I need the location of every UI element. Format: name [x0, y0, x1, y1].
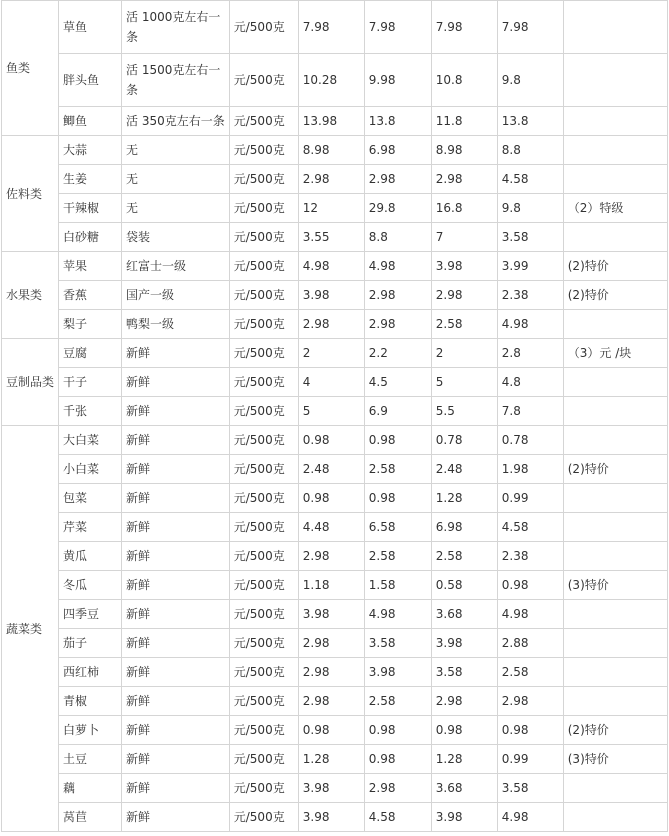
price-2-cell: 0.98 — [364, 716, 431, 745]
unit-cell: 元/500克 — [229, 194, 298, 223]
table-row — [2, 484, 668, 513]
table-row — [2, 1, 668, 54]
price-2-cell: 4.98 — [364, 600, 431, 629]
price-3-cell: 3.98 — [431, 252, 497, 281]
note-cell — [563, 397, 667, 426]
unit-cell: 元/500克 — [229, 571, 298, 600]
price-2-cell: 2.58 — [364, 687, 431, 716]
item-name-cell: 大白菜 — [59, 426, 122, 455]
spec-cell: 活 1500克左右一条 — [122, 54, 230, 107]
table-row — [2, 252, 668, 281]
note-cell — [563, 803, 667, 832]
note-cell — [563, 687, 667, 716]
price-4-cell: 8.8 — [497, 136, 563, 165]
price-4-cell: 13.8 — [497, 107, 563, 136]
price-2-cell: 1.58 — [364, 571, 431, 600]
spec-cell: 新鲜 — [122, 513, 230, 542]
price-2-cell: 9.98 — [364, 54, 431, 107]
price-2-cell: 0.98 — [364, 745, 431, 774]
spec-cell: 活 350克左右一条 — [122, 107, 230, 136]
price-2-cell: 4.58 — [364, 803, 431, 832]
note-cell — [563, 513, 667, 542]
price-1-cell: 2 — [298, 339, 364, 368]
price-4-cell: 0.99 — [497, 745, 563, 774]
price-4-cell: 4.58 — [497, 513, 563, 542]
table-row — [2, 513, 668, 542]
price-3-cell: 0.98 — [431, 716, 497, 745]
spec-cell: 新鲜 — [122, 600, 230, 629]
price-3-cell: 16.8 — [431, 194, 497, 223]
price-2-cell: 2.58 — [364, 542, 431, 571]
price-4-cell: 2.88 — [497, 629, 563, 658]
table-row — [2, 136, 668, 165]
table-row — [2, 716, 668, 745]
price-2-cell: 29.8 — [364, 194, 431, 223]
table-row — [2, 223, 668, 252]
item-name-cell: 冬瓜 — [59, 571, 122, 600]
price-1-cell: 2.98 — [298, 658, 364, 687]
price-4-cell: 4.8 — [497, 368, 563, 397]
note-cell: (2)特价 — [563, 252, 667, 281]
note-cell — [563, 310, 667, 339]
spec-cell: 鸭梨一级 — [122, 310, 230, 339]
price-4-cell: 0.98 — [497, 571, 563, 600]
spec-cell: 无 — [122, 165, 230, 194]
note-cell — [563, 165, 667, 194]
price-3-cell: 1.28 — [431, 745, 497, 774]
price-2-cell: 6.58 — [364, 513, 431, 542]
unit-cell: 元/500克 — [229, 774, 298, 803]
price-1-cell: 0.98 — [298, 484, 364, 513]
price-3-cell: 2.48 — [431, 455, 497, 484]
price-2-cell: 3.58 — [364, 629, 431, 658]
item-name-cell: 小白菜 — [59, 455, 122, 484]
table-row — [2, 542, 668, 571]
note-cell: (2)特价 — [563, 281, 667, 310]
price-4-cell: 1.98 — [497, 455, 563, 484]
price-3-cell: 0.58 — [431, 571, 497, 600]
table-row — [2, 281, 668, 310]
price-1-cell: 5 — [298, 397, 364, 426]
unit-cell: 元/500克 — [229, 368, 298, 397]
item-name-cell: 西红柿 — [59, 658, 122, 687]
category-cell: 水果类 — [2, 252, 59, 339]
spec-cell: 新鲜 — [122, 397, 230, 426]
price-3-cell: 2.98 — [431, 687, 497, 716]
price-1-cell: 2.98 — [298, 542, 364, 571]
note-cell: （2）特级 — [563, 194, 667, 223]
price-1-cell: 0.98 — [298, 426, 364, 455]
table-row — [2, 745, 668, 774]
price-4-cell: 7.8 — [497, 397, 563, 426]
unit-cell: 元/500克 — [229, 687, 298, 716]
table-row — [2, 339, 668, 368]
unit-cell: 元/500克 — [229, 252, 298, 281]
price-3-cell: 5 — [431, 368, 497, 397]
price-1-cell: 12 — [298, 194, 364, 223]
unit-cell: 元/500克 — [229, 107, 298, 136]
note-cell: (2)特价 — [563, 716, 667, 745]
price-3-cell: 0.78 — [431, 426, 497, 455]
price-1-cell: 4.98 — [298, 252, 364, 281]
price-3-cell: 8.98 — [431, 136, 497, 165]
unit-cell: 元/500克 — [229, 455, 298, 484]
price-4-cell: 9.8 — [497, 194, 563, 223]
unit-cell: 元/500克 — [229, 745, 298, 774]
price-4-cell: 0.99 — [497, 484, 563, 513]
note-cell — [563, 542, 667, 571]
note-cell — [563, 1, 667, 54]
price-4-cell: 2.38 — [497, 542, 563, 571]
item-name-cell: 包菜 — [59, 484, 122, 513]
spec-cell: 活 1000克左右一条 — [122, 1, 230, 54]
spec-cell: 新鲜 — [122, 716, 230, 745]
table-row — [2, 774, 668, 803]
spec-cell: 新鲜 — [122, 774, 230, 803]
category-cell: 鱼类 — [2, 1, 59, 136]
price-1-cell: 1.28 — [298, 745, 364, 774]
price-2-cell: 0.98 — [364, 426, 431, 455]
unit-cell: 元/500克 — [229, 54, 298, 107]
price-2-cell: 2.98 — [364, 281, 431, 310]
item-name-cell: 大蒜 — [59, 136, 122, 165]
price-2-cell: 2.58 — [364, 455, 431, 484]
price-3-cell: 10.8 — [431, 54, 497, 107]
spec-cell: 无 — [122, 194, 230, 223]
price-3-cell: 1.28 — [431, 484, 497, 513]
table-row — [2, 165, 668, 194]
item-name-cell: 芹菜 — [59, 513, 122, 542]
table-row — [2, 658, 668, 687]
unit-cell: 元/500克 — [229, 310, 298, 339]
price-2-cell: 2.98 — [364, 165, 431, 194]
price-4-cell: 7.98 — [497, 1, 563, 54]
item-name-cell: 白砂糖 — [59, 223, 122, 252]
table-row — [2, 54, 668, 107]
price-1-cell: 10.28 — [298, 54, 364, 107]
price-1-cell: 3.98 — [298, 281, 364, 310]
price-2-cell: 13.8 — [364, 107, 431, 136]
table-row — [2, 397, 668, 426]
note-cell — [563, 107, 667, 136]
table-row — [2, 455, 668, 484]
unit-cell: 元/500克 — [229, 542, 298, 571]
price-4-cell: 2.58 — [497, 658, 563, 687]
price-1-cell: 2.98 — [298, 310, 364, 339]
price-2-cell: 4.98 — [364, 252, 431, 281]
unit-cell: 元/500克 — [229, 629, 298, 658]
price-3-cell: 2 — [431, 339, 497, 368]
price-3-cell: 2.58 — [431, 310, 497, 339]
price-1-cell: 2.98 — [298, 629, 364, 658]
note-cell: (3)特价 — [563, 571, 667, 600]
spec-cell: 新鲜 — [122, 455, 230, 484]
category-cell: 豆制品类 — [2, 339, 59, 426]
item-name-cell: 藕 — [59, 774, 122, 803]
table-row — [2, 571, 668, 600]
price-3-cell: 2.98 — [431, 281, 497, 310]
unit-cell: 元/500克 — [229, 513, 298, 542]
unit-cell: 元/500克 — [229, 339, 298, 368]
table-row — [2, 629, 668, 658]
unit-cell: 元/500克 — [229, 223, 298, 252]
item-name-cell: 四季豆 — [59, 600, 122, 629]
price-1-cell: 3.98 — [298, 600, 364, 629]
price-3-cell: 6.98 — [431, 513, 497, 542]
note-cell — [563, 484, 667, 513]
note-cell — [563, 600, 667, 629]
item-name-cell: 豆腐 — [59, 339, 122, 368]
note-cell — [563, 136, 667, 165]
unit-cell: 元/500克 — [229, 484, 298, 513]
price-1-cell: 3.98 — [298, 774, 364, 803]
price-1-cell: 8.98 — [298, 136, 364, 165]
item-name-cell: 青椒 — [59, 687, 122, 716]
unit-cell: 元/500克 — [229, 165, 298, 194]
unit-cell: 元/500克 — [229, 1, 298, 54]
price-4-cell: 0.98 — [497, 716, 563, 745]
unit-cell: 元/500克 — [229, 426, 298, 455]
price-1-cell: 7.98 — [298, 1, 364, 54]
price-table — [1, 0, 668, 832]
spec-cell: 国产一级 — [122, 281, 230, 310]
table-row — [2, 803, 668, 832]
price-2-cell: 2.98 — [364, 310, 431, 339]
unit-cell: 元/500克 — [229, 658, 298, 687]
price-1-cell: 3.98 — [298, 803, 364, 832]
note-cell: (3)特价 — [563, 745, 667, 774]
price-1-cell: 0.98 — [298, 716, 364, 745]
table-row — [2, 687, 668, 716]
price-3-cell: 5.5 — [431, 397, 497, 426]
spec-cell: 新鲜 — [122, 687, 230, 716]
item-name-cell: 苹果 — [59, 252, 122, 281]
price-4-cell: 4.98 — [497, 310, 563, 339]
price-4-cell: 2.38 — [497, 281, 563, 310]
price-1-cell: 3.55 — [298, 223, 364, 252]
note-cell — [563, 658, 667, 687]
note-cell — [563, 368, 667, 397]
note-cell: （3）元 /块 — [563, 339, 667, 368]
item-name-cell: 莴苣 — [59, 803, 122, 832]
table-row — [2, 107, 668, 136]
item-name-cell: 黄瓜 — [59, 542, 122, 571]
price-2-cell: 7.98 — [364, 1, 431, 54]
note-cell: (2)特价 — [563, 455, 667, 484]
item-name-cell: 生姜 — [59, 165, 122, 194]
price-2-cell: 6.9 — [364, 397, 431, 426]
category-cell: 佐料类 — [2, 136, 59, 252]
price-1-cell: 4 — [298, 368, 364, 397]
price-4-cell: 3.99 — [497, 252, 563, 281]
item-name-cell: 草鱼 — [59, 1, 122, 54]
price-2-cell: 3.98 — [364, 658, 431, 687]
spec-cell: 新鲜 — [122, 368, 230, 397]
unit-cell: 元/500克 — [229, 136, 298, 165]
price-4-cell: 2.8 — [497, 339, 563, 368]
spec-cell: 袋装 — [122, 223, 230, 252]
price-1-cell: 13.98 — [298, 107, 364, 136]
table-row — [2, 426, 668, 455]
spec-cell: 无 — [122, 136, 230, 165]
price-3-cell: 3.98 — [431, 629, 497, 658]
price-3-cell: 7 — [431, 223, 497, 252]
price-2-cell: 0.98 — [364, 484, 431, 513]
table-body — [2, 1, 668, 832]
price-3-cell: 3.68 — [431, 600, 497, 629]
unit-cell: 元/500克 — [229, 600, 298, 629]
price-4-cell: 3.58 — [497, 774, 563, 803]
price-4-cell: 4.98 — [497, 600, 563, 629]
unit-cell: 元/500克 — [229, 281, 298, 310]
item-name-cell: 白萝卜 — [59, 716, 122, 745]
unit-cell: 元/500克 — [229, 716, 298, 745]
spec-cell: 新鲜 — [122, 484, 230, 513]
price-1-cell: 1.18 — [298, 571, 364, 600]
table-row — [2, 600, 668, 629]
note-cell — [563, 426, 667, 455]
category-cell: 蔬菜类 — [2, 426, 59, 832]
item-name-cell: 千张 — [59, 397, 122, 426]
item-name-cell: 鲫鱼 — [59, 107, 122, 136]
note-cell — [563, 54, 667, 107]
price-3-cell: 3.68 — [431, 774, 497, 803]
unit-cell: 元/500克 — [229, 397, 298, 426]
item-name-cell: 胖头鱼 — [59, 54, 122, 107]
note-cell — [563, 223, 667, 252]
item-name-cell: 梨子 — [59, 310, 122, 339]
price-2-cell: 8.8 — [364, 223, 431, 252]
spec-cell: 新鲜 — [122, 339, 230, 368]
table-row — [2, 310, 668, 339]
price-2-cell: 2.98 — [364, 774, 431, 803]
spec-cell: 新鲜 — [122, 803, 230, 832]
item-name-cell: 香蕉 — [59, 281, 122, 310]
price-4-cell: 3.58 — [497, 223, 563, 252]
spec-cell: 新鲜 — [122, 426, 230, 455]
item-name-cell: 干子 — [59, 368, 122, 397]
table-row — [2, 368, 668, 397]
item-name-cell: 土豆 — [59, 745, 122, 774]
item-name-cell: 干辣椒 — [59, 194, 122, 223]
price-1-cell: 2.98 — [298, 687, 364, 716]
price-3-cell: 7.98 — [431, 1, 497, 54]
price-4-cell: 4.58 — [497, 165, 563, 194]
price-4-cell: 0.78 — [497, 426, 563, 455]
spec-cell: 新鲜 — [122, 629, 230, 658]
price-1-cell: 2.98 — [298, 165, 364, 194]
note-cell — [563, 774, 667, 803]
price-3-cell: 11.8 — [431, 107, 497, 136]
table-row — [2, 194, 668, 223]
price-2-cell: 6.98 — [364, 136, 431, 165]
price-3-cell: 3.98 — [431, 803, 497, 832]
price-4-cell: 9.8 — [497, 54, 563, 107]
price-4-cell: 2.98 — [497, 687, 563, 716]
price-4-cell: 4.98 — [497, 803, 563, 832]
item-name-cell: 茄子 — [59, 629, 122, 658]
price-2-cell: 2.2 — [364, 339, 431, 368]
spec-cell: 新鲜 — [122, 658, 230, 687]
price-1-cell: 4.48 — [298, 513, 364, 542]
unit-cell: 元/500克 — [229, 803, 298, 832]
spec-cell: 新鲜 — [122, 542, 230, 571]
spec-cell: 红富士一级 — [122, 252, 230, 281]
spec-cell: 新鲜 — [122, 571, 230, 600]
price-1-cell: 2.48 — [298, 455, 364, 484]
note-cell — [563, 629, 667, 658]
price-3-cell: 2.58 — [431, 542, 497, 571]
price-3-cell: 2.98 — [431, 165, 497, 194]
price-2-cell: 4.5 — [364, 368, 431, 397]
price-3-cell: 3.58 — [431, 658, 497, 687]
spec-cell: 新鲜 — [122, 745, 230, 774]
